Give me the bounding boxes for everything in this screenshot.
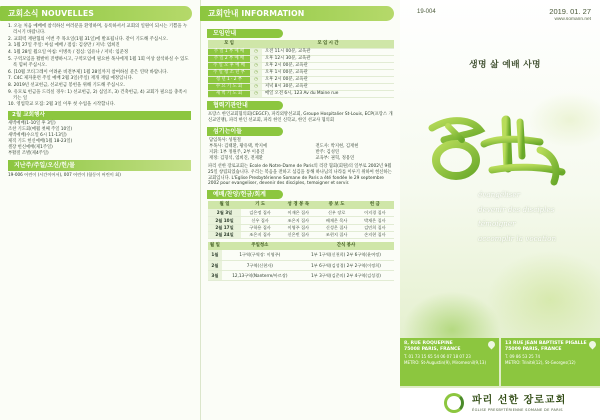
- mission-line: témoigner: [478, 219, 516, 229]
- table-cell: 1부 3구역(김준의) 2부 4구역(김성경): [298, 270, 394, 280]
- table-cell: 이영주 집사: [279, 224, 317, 231]
- service-time: 오전 11시 00분, 교육관: [262, 48, 394, 55]
- table-header: [208, 242, 394, 250]
- month-cell: 3월: [208, 270, 222, 280]
- notice-item: 4. 1월 28일 월요일 아침: 이병옥 / 점심: 임유나 / 저녁: 임준정: [8, 50, 129, 56]
- service-name: 주 일 1 부 예 배: [208, 48, 250, 55]
- address-box-roquepine: [400, 338, 499, 386]
- column-header: 모 임 시 간: [262, 40, 394, 48]
- table-row: [208, 270, 394, 280]
- clock-icon: ◷: [250, 76, 262, 83]
- church-name-french: ÉGLISE PRESBYTÉRIENNE SOMANE DE PARIS: [472, 408, 563, 412]
- column-header: 간식 봉사: [298, 242, 394, 250]
- table-row: [208, 69, 394, 76]
- roster-line: 새벽예배(1-10일 후 3일): [8, 121, 56, 127]
- roster-line: 조찬 기도회(매월 첫째 주일 10일): [8, 127, 73, 132]
- table-row: [208, 76, 394, 83]
- issue-number: 19-004: [417, 9, 436, 15]
- month-cell: 2월: [208, 260, 222, 270]
- schedule-table: [208, 201, 394, 239]
- cover-column: [400, 0, 600, 420]
- column-header: 월 일: [208, 201, 241, 209]
- table-cell: 7구역(신현자): [222, 260, 298, 270]
- mission-statement: [478, 188, 556, 246]
- mission-line: devenir des disciples: [478, 204, 555, 214]
- table-row: [208, 250, 394, 260]
- clock-icon: ◷: [250, 55, 262, 62]
- worship-title: 모임안내: [207, 29, 283, 38]
- offering-footnote: 19-006 어린이 (시간이어서), 007 어린이 (합동이 어린이 회): [8, 171, 121, 177]
- table-cell: 조현지 집사: [317, 232, 355, 239]
- table-cell: 1부 6구역(김성경) 2부 2구역(이정희): [298, 260, 394, 270]
- date-cell: 2월 17일: [208, 224, 241, 231]
- table-row: [208, 260, 394, 270]
- mission-line: évangéliser: [478, 190, 521, 199]
- clock-icon: ◷: [250, 48, 262, 55]
- notice-item: 9. 유모로 헌금을 드리실 경우: 1) 선교헌금, 2) 십일조, 3) 건축헌금, 4) 교회가 필요를 충족시키는 일: [8, 89, 187, 101]
- calligraphy-artwork: [422, 110, 582, 190]
- address-box-pigalle: [501, 338, 600, 386]
- service-name: 새 벽 기 도 회: [208, 91, 250, 98]
- notice-item: 8. 2019년 선교헌금, 선교헌금 봉헌을 위해 기도해 주십시오.: [8, 82, 125, 88]
- roster-line: 셀장 헌신예배(제1주일): [8, 144, 53, 150]
- column-header: 월 일: [208, 242, 222, 250]
- roster-line: 새벽예배(수요일 6시 11-13일): [8, 132, 67, 138]
- info-column: [200, 0, 400, 420]
- church-website: www.somann.net: [554, 17, 591, 22]
- table-cell: 12,13구역(Nanterre/아르장): [222, 270, 298, 280]
- affiliates-title: 협력기관안내: [207, 101, 283, 110]
- table-row: [208, 62, 394, 69]
- date-cell: 2월 3일: [208, 209, 241, 216]
- table-cell: 1구역(구역장: 이영주): [222, 250, 298, 260]
- table-row: [208, 224, 394, 231]
- table-cell: 조은지 집사: [241, 232, 279, 239]
- worship-table: [208, 40, 394, 98]
- affiliates-text: 프랑스 한인교회협의회(CEGCF), 파리외방선교회, Groupe Hospitalier St-Louis, ECP(프랑스 개신교연맹), 파리 한인 선교회, 파리 한인 신학교, 한인 선교사 협의회: [208, 112, 393, 124]
- table-row: [208, 217, 394, 224]
- service-name: 주 일 청 소 년 부: [208, 69, 250, 76]
- address-line: 75009 PARIS, FRANCE: [505, 347, 562, 352]
- news-column: [0, 0, 200, 420]
- metro-info: METRO: St-Augustin(9), Miromesnil(9,13): [404, 360, 487, 365]
- service-name: 주 일 오 후 예 배: [208, 62, 250, 69]
- church-logo-icon: [444, 393, 464, 413]
- staff-cell: 담임목사: 성원철: [209, 138, 241, 143]
- table-row: [208, 91, 394, 98]
- notice-item: 10. 영업학교 모집: 2월 3일 이후 첫 수업을 시작합니다.: [8, 102, 116, 108]
- table-cell: 김민희 집사: [356, 224, 394, 231]
- service-time: 매일 오전 6시, 123 Av du Maine rue: [262, 91, 394, 98]
- address-line: 8, RUE ROQUEPINE: [404, 341, 453, 346]
- column-header: 헌 금: [356, 201, 394, 209]
- table-cell: 구학용 집사: [241, 224, 279, 231]
- service-time: 오후 2시 00분, 교육관: [262, 62, 394, 69]
- schedule-title: 예배/찬양/헌금/회계: [207, 190, 283, 199]
- column-header: 모 임: [208, 40, 250, 48]
- table-cell: 손지현 집사: [356, 232, 394, 239]
- table-cell: 신우 집사: [241, 217, 279, 224]
- notice-item: 5. 구역모임을 활발히 진행하시고, 구역모임에 필요한 목사에게 1월 1회 이상 참석하실 수 있도록 힘써 주십시오.: [8, 56, 189, 68]
- phone-number: T. 09 86 53 25 74: [505, 354, 541, 359]
- table-row: [208, 156, 394, 162]
- service-time: 오후 2시 00분, 교육관: [262, 76, 394, 83]
- staff-cell: 교육부: 권혁, 정용연: [315, 155, 355, 161]
- table-cell: 신성은 집사: [317, 224, 355, 231]
- table-header: [208, 40, 394, 48]
- service-name: 수 요 기 도 회: [208, 83, 250, 90]
- metro-info: METRO: Trinité(12), St-Georges(12): [505, 360, 576, 365]
- notice-item: 2. 교회력 재판협의 이번 주 목요일(1월 31일)에 발표됩니다. 같이 기도해 주십시오.: [8, 36, 168, 42]
- date-cell: 2월 24일: [208, 232, 241, 239]
- clock-icon: ◷: [250, 83, 262, 90]
- staff-cell: 전도사: 박지현, 김재현: [315, 143, 359, 149]
- column-header: 기 도: [241, 201, 279, 209]
- bulletin-date: 2019. 01. 27: [549, 7, 591, 16]
- service-name: 주 일 2 부 예 배: [208, 55, 250, 62]
- staff-title: 섬기는이들: [207, 127, 283, 136]
- phone-number: T. 01 73 15 65 54 06 07 18 07 23: [404, 354, 471, 359]
- date-cell: 2월 10일: [208, 217, 241, 224]
- table-cell: 이지경 집사: [356, 209, 394, 216]
- mission-line: accomplir la vocation: [478, 233, 557, 243]
- roster-line: 부활절 조별(제4주일): [8, 150, 49, 156]
- staff-cell: 재정: 김형석, 염희진, 전제환: [209, 155, 263, 161]
- table-cell: 배재은 목사: [317, 217, 355, 224]
- church-note: 파리 선한 장로교회는 Ecole de Notre-Dame de Paris의 리강 협회(회원)의 일부로 2002년 9월 25일 창립되었습니다. 우리는 복음을 전하고 섬김을 통해 하나님의 나라를 이루기 위하여 헌신하는 교회입니다. L'Eglise Presbytérienne Somane de Paris a été fondée le 29 septembre 2002 pour evangeliser, devenir des disciples, temoigner et servir.: [208, 163, 392, 187]
- info-header: 교회안내 INFORMATION: [200, 6, 394, 21]
- table-row: [208, 209, 394, 216]
- service-time: 오후 1시 00분, 교육관: [262, 69, 394, 76]
- column-header: 주일청소: [222, 242, 298, 250]
- offering-band: 지난주/주일/오신/헌/물: [8, 160, 191, 171]
- column-header: 중 보 도: [317, 201, 355, 209]
- service-name: 청 년 1 · 2 부: [208, 76, 250, 83]
- clock-icon: ◷: [250, 62, 262, 69]
- table-row: [208, 232, 394, 239]
- staff-cell: 반주: 김성연: [315, 149, 340, 155]
- staff-cell: 지휘: 1부 정원주, 2부 이용진: [209, 149, 265, 155]
- roster-line: 제직 기도 헌신예배(1월 18-23일): [8, 138, 73, 144]
- address-line: 13 RUE JEAN BAPTISTE PIGALLE: [505, 341, 587, 346]
- clock-icon: ◷: [250, 69, 262, 76]
- roster-title: 2월 교회행사: [8, 111, 191, 120]
- notice-item: 7. C4C 제자훈련 주일 예배 2월 3일(주일) 재개 재림 예정입니다.: [8, 76, 134, 82]
- church-logo-bar: [400, 388, 600, 420]
- table-cell: 박재은 집사: [356, 217, 394, 224]
- table-cell: 김은정 집사: [241, 209, 279, 216]
- cover-title: 생명 삶 예배 사명: [469, 60, 541, 70]
- month-cell: 1월: [208, 250, 222, 260]
- column-header: 성 경 봉 독: [279, 201, 317, 209]
- table-row: [208, 83, 394, 90]
- staff-table: [208, 138, 394, 162]
- clock-icon: ◷: [250, 91, 262, 98]
- notice-item: 3. 1월 27일 주일: 아침 예배 / 점심: 김상만 / 저녁: 염희진: [8, 43, 120, 49]
- table-header: [208, 201, 394, 209]
- service-time: 오후 12시 30분, 교육관: [262, 55, 394, 62]
- address-line: 75008 PARIS, FRANCE: [404, 347, 461, 352]
- notice-item: 1. 오늘 처음 예배에 참석하신 여러분을 환영하며, 등록하셔서 교회의 일원이 되시는 기쁨을 누리시기 바랍니다.: [8, 24, 188, 36]
- table-row: [208, 55, 394, 62]
- service-time: 저녁 8시 30분, 교육관: [262, 83, 394, 90]
- table-cell: 신우 장로: [317, 209, 355, 216]
- notice-item: 6. [10월 코티그레이 어려운 비전부제] 1월 28일까지 참여하실 분은 연락 바랍니다.: [8, 69, 168, 75]
- table-cell: 1부 1구역(신천희) 2부 6구역(윤여정): [298, 250, 394, 260]
- volunteer-table: [208, 242, 394, 281]
- table-cell: 신은빈 집사: [279, 232, 317, 239]
- news-header: 교회소식 NOUVELLES: [0, 6, 192, 21]
- notice-list: [8, 24, 191, 108]
- church-name: 파리 선한 장로교회: [472, 395, 567, 406]
- table-row: [208, 48, 394, 55]
- staff-cell: 부목사: 김태환, 황유택, 박지예: [209, 143, 268, 149]
- table-cell: 조은지 집사: [279, 217, 317, 224]
- table-cell: 이재은 집사: [279, 209, 317, 216]
